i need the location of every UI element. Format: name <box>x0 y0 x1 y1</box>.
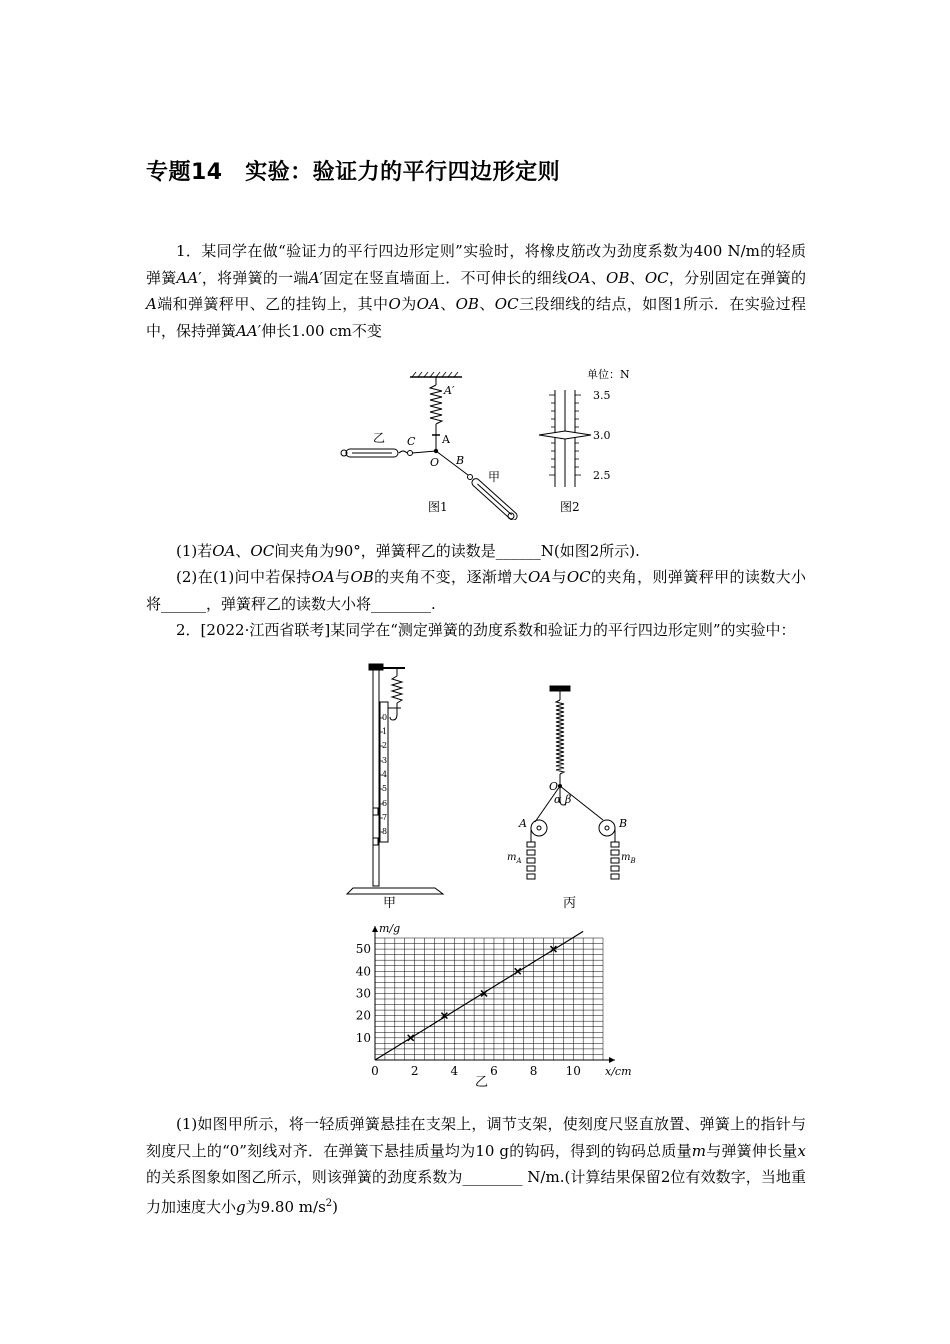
tick-3-5: 3.5 <box>593 389 611 402</box>
label-o: O <box>549 780 559 793</box>
ruler-tick-7: 7 <box>382 813 388 822</box>
question-1-sub1: (1)若OA、OC间夹角为90°，弹簧秤乙的读数是______N(如图2所示). <box>176 542 640 560</box>
ruler-tick-5: 5 <box>382 784 388 793</box>
figure-2-caption: 图2 <box>560 500 580 514</box>
ruler-tick-6: 6 <box>382 799 388 808</box>
ruler-tick-3: 3 <box>382 756 388 765</box>
unit-label: 单位：N <box>587 368 630 381</box>
figure-bing <box>505 682 645 912</box>
page-title: 专题14 实验：验证力的平行四边形定则 <box>146 160 561 185</box>
label-b: B <box>456 454 465 467</box>
figure-jia <box>345 662 445 912</box>
figure-bing-caption: 丙 <box>563 896 577 911</box>
chart-x-label: x/cm <box>605 1065 632 1078</box>
ruler-tick-0: 0 <box>382 713 388 722</box>
x-tick-label: 0 <box>371 1064 379 1078</box>
figure-1 <box>340 365 535 520</box>
chart-caption: 乙 <box>475 1075 489 1090</box>
label-a-prime: A′ <box>444 384 455 397</box>
label-a: A <box>442 433 450 446</box>
x-tick-label: 8 <box>529 1064 538 1078</box>
chart-yi <box>345 918 645 1093</box>
x-tick-label: 10 <box>565 1064 581 1078</box>
ruler-tick-2: 2 <box>382 741 388 750</box>
figure-1-caption: 图1 <box>428 500 448 514</box>
figure-jia-caption: 甲 <box>383 896 397 911</box>
tick-2-5: 2.5 <box>593 469 611 482</box>
ruler-tick-4: 4 <box>382 770 388 779</box>
chart-y-label: m/g <box>379 922 401 935</box>
x-tick-label: 6 <box>490 1064 498 1078</box>
y-tick-label: 20 <box>355 1008 371 1023</box>
x-tick-label: 4 <box>450 1064 459 1078</box>
question-1-intro: 1．某同学在做“验证力的平行四边形定则”实验时，将橡皮筋改为劲度系数为400 N/m的轻质弹簧AA′，将弹簧的一端A′固定在竖直墙面上．不可伸长的细线OA、OB、OC，分别固定在弹簧的A端和弹簧秤甲、乙的挂钩上，其中O为OA、OB、OC三段细线的结点，如图1所示．在实验过程中，保持弹簧AA′伸长1.00 cm不变 <box>146 242 806 340</box>
label-beta: β <box>565 793 572 806</box>
label-jia: 甲 <box>488 470 501 484</box>
chart-axes <box>372 926 615 1063</box>
label-yi: 乙 <box>373 431 386 445</box>
figure-2 <box>535 362 650 522</box>
question-2-sub1: (1)如图甲所示，将一轻质弹簧悬挂在支架上，调节支架，使刻度尺竖直放置、弹簧上的指针与刻度尺上的“0”刻线对齐．在弹簧下悬挂质量均为10 g的钩码，得到的钩码总质量m与弹簧伸长量x的关系图象如图乙所示，则该弹簧的劲度系数为________ N/m.(计算结果保留2位有效数字，当地重力加速度大小g为9.80 $m/s^2$) <box>146 1115 806 1216</box>
y-tick-label: 10 <box>355 1030 371 1045</box>
y-axis-arrow <box>372 926 378 932</box>
x-tick-label: 2 <box>410 1064 419 1078</box>
label-ma: $m_A$ <box>507 852 522 865</box>
y-tick-label: 50 <box>355 942 371 957</box>
ruler-tick-8: 8 <box>382 827 388 836</box>
x-axis-arrow <box>609 1057 615 1063</box>
y-tick-label: 30 <box>355 986 371 1001</box>
label-b: B <box>619 817 628 830</box>
label-o: O <box>430 456 440 469</box>
tick-3-0: 3.0 <box>593 429 611 442</box>
y-tick-label: 40 <box>355 964 371 979</box>
label-a: A <box>519 817 527 830</box>
label-mb: $m_B$ <box>621 852 636 865</box>
label-c: C <box>407 435 416 448</box>
label-alpha: α <box>554 793 562 806</box>
question-1-sub2: (2)在(1)问中若保持OA与OB的夹角不变，逐渐增大OA与OC的夹角，则弹簧秤甲的读数大小将______，弹簧秤乙的读数大小将________. <box>146 568 806 613</box>
question-2-intro: 2．[2022·江西省联考]某同学在“测定弹簧的劲度系数和验证力的平行四边形定则”的实验中： <box>176 621 796 639</box>
chart-grid <box>375 938 603 1060</box>
ruler-tick-1: 1 <box>382 727 388 736</box>
